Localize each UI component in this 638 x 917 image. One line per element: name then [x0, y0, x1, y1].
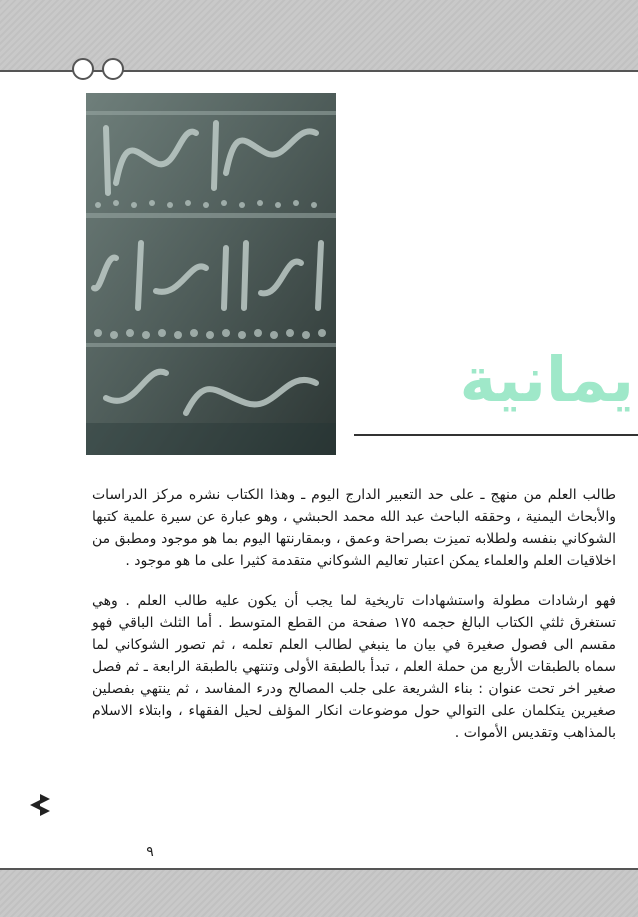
section-title: يمانية [459, 343, 634, 416]
carved-inscription-image [86, 93, 336, 455]
article-paragraph-2: فهو ارشادات مطولة واستشهادات تاريخية لما يجب أن يكون عليه طالب العلم . وهي تستغرق ثلثي الكتاب البالغ حجمه ١٧٥ صفحة من القطع المتوسط . أما الثلث الباقي فهو مقسم الى فصول صغيرة في بيان ما ينبغي لطالب العلم تعلمه ، ثم تصور الشوكاني لما سماه بالطبقات الأربع من حملة العلم ، تبدأ بالطبقة الأولى وتنتهي بالطبقة الرابعة ـ ثم فصل صغير اخر تحت عنوان : بناء الشريعة على جلب المصالح ودرء المفاسد ، ثم ينتهي بفصلين صغيرين يتكلمان على التوالي حول موضوعات انكار المؤلف لحيل الفقهاء ، وابتلاء الاسلام بالمذاهب وتقديس الأموات . [92, 593, 616, 741]
bottom-decorative-band [0, 868, 638, 917]
article-body [92, 484, 616, 744]
title-underline [354, 434, 638, 436]
inscription-photo [86, 93, 336, 455]
band-notch-middle [102, 58, 124, 80]
page-number: ٩ [146, 844, 154, 860]
article-paragraph-1: طالب العلم من منهج ـ على حد التعبير الدارج اليوم ـ وهذا الكتاب نشره مركز الدراسات والأبحاث اليمنية ، وحققه الباحث عبد الله محمد الحبشي ، وهو عبارة عن سيرة علمية كتبها الشوكاني بنفسه ولطلابه تميزت بصراحة وعمق ، وبمقارنتها اليوم بما هو موجود ومطبق من اخلاقيات العلم والعلماء يمكن اعتبار تعاليم الشوكاني متقدمة كثيرا على ما هو موجود . [92, 487, 616, 569]
triangle-ornament-icon [30, 794, 54, 816]
band-notch-left [72, 58, 94, 80]
top-decorative-band [0, 0, 638, 72]
